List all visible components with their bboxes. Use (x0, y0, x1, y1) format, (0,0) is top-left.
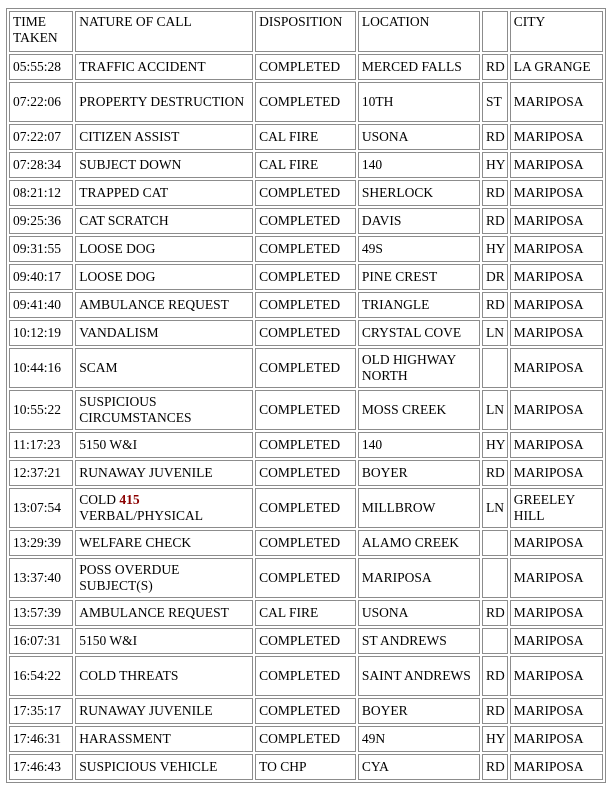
cell-city: MARIPOSA (510, 390, 603, 430)
nature-prefix: COLD (79, 492, 120, 507)
table-row (9, 488, 603, 528)
cell-city: MARIPOSA (510, 656, 603, 696)
cell-disposition: COMPLETED (255, 698, 356, 724)
cell-nature: LOOSE DOG (75, 236, 253, 262)
table-row (9, 558, 603, 598)
cell-location: USONA (358, 600, 480, 626)
cell-disposition: COMPLETED (255, 390, 356, 430)
cell-time: 13:29:39 (9, 530, 73, 556)
table-row (9, 656, 603, 696)
cell-disposition: TO CHP (255, 754, 356, 780)
table-row (9, 460, 603, 486)
table-row (9, 54, 603, 80)
cell-time: 17:46:43 (9, 754, 73, 780)
cell-time: 17:46:31 (9, 726, 73, 752)
cell-disposition: CAL FIRE (255, 152, 356, 178)
cell-location: 49S (358, 236, 480, 262)
cell-location: ST ANDREWS (358, 628, 480, 654)
cell-city: MARIPOSA (510, 236, 603, 262)
cell-disposition: COMPLETED (255, 82, 356, 122)
cell-nature (75, 488, 253, 528)
cell-nature: WELFARE CHECK (75, 530, 253, 556)
cell-city: MARIPOSA (510, 726, 603, 752)
cell-nature: POSS OVERDUE SUBJECT(S) (75, 558, 253, 598)
cell-disposition: COMPLETED (255, 320, 356, 346)
table-row (9, 390, 603, 430)
cell-city: LA GRANGE (510, 54, 603, 80)
table-row (9, 530, 603, 556)
cell-street-type: RD (482, 124, 508, 150)
cell-disposition: COMPLETED (255, 432, 356, 458)
table-row (9, 726, 603, 752)
cell-location: 140 (358, 432, 480, 458)
cell-time: 09:25:36 (9, 208, 73, 234)
cell-city: MARIPOSA (510, 124, 603, 150)
cell-time: 10:55:22 (9, 390, 73, 430)
cell-street-type (482, 348, 508, 388)
cell-disposition: COMPLETED (255, 208, 356, 234)
cell-city: MARIPOSA (510, 754, 603, 780)
table-row (9, 292, 603, 318)
cell-street-type: RD (482, 292, 508, 318)
cell-location: MARIPOSA (358, 558, 480, 598)
table-row (9, 432, 603, 458)
cell-time: 13:37:40 (9, 558, 73, 598)
header-city: CITY (510, 11, 603, 52)
table-row (9, 236, 603, 262)
cell-city: MARIPOSA (510, 152, 603, 178)
cell-city: MARIPOSA (510, 208, 603, 234)
cell-location: DAVIS (358, 208, 480, 234)
cell-location: CYA (358, 754, 480, 780)
cell-location: PINE CREST (358, 264, 480, 290)
cell-disposition: COMPLETED (255, 726, 356, 752)
cell-location: TRIANGLE (358, 292, 480, 318)
cell-nature: CITIZEN ASSIST (75, 124, 253, 150)
cell-city: MARIPOSA (510, 348, 603, 388)
cell-location: 10TH (358, 82, 480, 122)
cell-time: 16:07:31 (9, 628, 73, 654)
cell-disposition: COMPLETED (255, 54, 356, 80)
cell-city: MARIPOSA (510, 698, 603, 724)
cell-location: CRYSTAL COVE (358, 320, 480, 346)
cell-city: MARIPOSA (510, 292, 603, 318)
cell-street-type: RD (482, 656, 508, 696)
cell-time: 16:54:22 (9, 656, 73, 696)
cell-disposition: COMPLETED (255, 656, 356, 696)
cell-time: 07:28:34 (9, 152, 73, 178)
table-row (9, 600, 603, 626)
cell-nature: TRAPPED CAT (75, 180, 253, 206)
cell-nature: SUSPICIOUS CIRCUMSTANCES (75, 390, 253, 430)
table-row (9, 754, 603, 780)
cell-street-type (482, 558, 508, 598)
cell-disposition: COMPLETED (255, 180, 356, 206)
cell-nature: CAT SCRATCH (75, 208, 253, 234)
cell-disposition: COMPLETED (255, 488, 356, 528)
cell-time: 10:44:16 (9, 348, 73, 388)
cell-nature: SUBJECT DOWN (75, 152, 253, 178)
cell-street-type: RD (482, 460, 508, 486)
table-row (9, 320, 603, 346)
cell-nature: 5150 W&I (75, 628, 253, 654)
cell-nature: TRAFFIC ACCIDENT (75, 54, 253, 80)
table-row (9, 348, 603, 388)
cell-street-type: RD (482, 600, 508, 626)
header-nature: NATURE OF CALL (75, 11, 253, 52)
table-row (9, 628, 603, 654)
cell-street-type: LN (482, 390, 508, 430)
header-street-type (482, 11, 508, 52)
cell-time: 08:21:12 (9, 180, 73, 206)
cell-street-type: HY (482, 236, 508, 262)
header-location: LOCATION (358, 11, 480, 52)
cell-time: 07:22:07 (9, 124, 73, 150)
cell-disposition: COMPLETED (255, 558, 356, 598)
cell-time: 13:57:39 (9, 600, 73, 626)
cell-disposition: CAL FIRE (255, 124, 356, 150)
cell-time: 07:22:06 (9, 82, 73, 122)
cell-location: SHERLOCK (358, 180, 480, 206)
cell-time: 13:07:54 (9, 488, 73, 528)
cell-nature: 5150 W&I (75, 432, 253, 458)
cell-street-type: RD (482, 208, 508, 234)
cell-nature: RUNAWAY JUVENILE (75, 460, 253, 486)
cell-street-type: RD (482, 754, 508, 780)
cell-street-type: DR (482, 264, 508, 290)
cell-nature: AMBULANCE REQUEST (75, 600, 253, 626)
cell-nature: SUSPICIOUS VEHICLE (75, 754, 253, 780)
cell-street-type (482, 628, 508, 654)
table-row (9, 208, 603, 234)
cell-disposition: COMPLETED (255, 236, 356, 262)
cell-city: GREELEY HILL (510, 488, 603, 528)
cell-city: MARIPOSA (510, 628, 603, 654)
header-disposition: DISPOSITION (255, 11, 356, 52)
penal-code: 415 (119, 492, 140, 507)
cell-disposition: COMPLETED (255, 292, 356, 318)
cell-location: USONA (358, 124, 480, 150)
cell-nature: COLD THREATS (75, 656, 253, 696)
header-row (9, 11, 603, 52)
cell-disposition: COMPLETED (255, 348, 356, 388)
table-row (9, 264, 603, 290)
cell-disposition: COMPLETED (255, 264, 356, 290)
cell-location: 49N (358, 726, 480, 752)
cell-nature: SCAM (75, 348, 253, 388)
call-log-table (6, 8, 606, 783)
cell-street-type: HY (482, 432, 508, 458)
cell-nature: RUNAWAY JUVENILE (75, 698, 253, 724)
cell-location: ALAMO CREEK (358, 530, 480, 556)
cell-time: 10:12:19 (9, 320, 73, 346)
cell-location: 140 (358, 152, 480, 178)
cell-city: MARIPOSA (510, 600, 603, 626)
cell-location: MOSS CREEK (358, 390, 480, 430)
cell-time: 09:31:55 (9, 236, 73, 262)
cell-time: 12:37:21 (9, 460, 73, 486)
cell-street-type: ST (482, 82, 508, 122)
cell-street-type: LN (482, 488, 508, 528)
table-row (9, 698, 603, 724)
cell-city: MARIPOSA (510, 264, 603, 290)
cell-disposition: CAL FIRE (255, 600, 356, 626)
cell-nature: HARASSMENT (75, 726, 253, 752)
cell-time: 17:35:17 (9, 698, 73, 724)
cell-location: OLD HIGHWAY NORTH (358, 348, 480, 388)
cell-time: 09:40:17 (9, 264, 73, 290)
cell-city: MARIPOSA (510, 82, 603, 122)
cell-location: MERCED FALLS (358, 54, 480, 80)
table-row (9, 82, 603, 122)
cell-location: BOYER (358, 460, 480, 486)
cell-nature: LOOSE DOG (75, 264, 253, 290)
table-row (9, 180, 603, 206)
cell-disposition: COMPLETED (255, 460, 356, 486)
cell-disposition: COMPLETED (255, 628, 356, 654)
cell-disposition: COMPLETED (255, 530, 356, 556)
cell-time: 05:55:28 (9, 54, 73, 80)
cell-city: MARIPOSA (510, 320, 603, 346)
header-time: TIME TAKEN (9, 11, 73, 52)
cell-city: MARIPOSA (510, 530, 603, 556)
table-row (9, 152, 603, 178)
cell-street-type: HY (482, 152, 508, 178)
cell-city: MARIPOSA (510, 460, 603, 486)
cell-location: SAINT ANDREWS (358, 656, 480, 696)
cell-city: MARIPOSA (510, 558, 603, 598)
cell-street-type: LN (482, 320, 508, 346)
cell-street-type: RD (482, 698, 508, 724)
table-row (9, 124, 603, 150)
cell-nature: VANDALISM (75, 320, 253, 346)
cell-time: 09:41:40 (9, 292, 73, 318)
cell-city: MARIPOSA (510, 180, 603, 206)
cell-nature: AMBULANCE REQUEST (75, 292, 253, 318)
cell-street-type: HY (482, 726, 508, 752)
cell-city: MARIPOSA (510, 432, 603, 458)
cell-street-type: RD (482, 54, 508, 80)
cell-location: BOYER (358, 698, 480, 724)
nature-suffix: VERBAL/PHYSICAL (79, 508, 204, 523)
cell-nature: PROPERTY DESTRUCTION (75, 82, 253, 122)
cell-street-type (482, 530, 508, 556)
cell-street-type: RD (482, 180, 508, 206)
cell-time: 11:17:23 (9, 432, 73, 458)
cell-location: MILLBROW (358, 488, 480, 528)
